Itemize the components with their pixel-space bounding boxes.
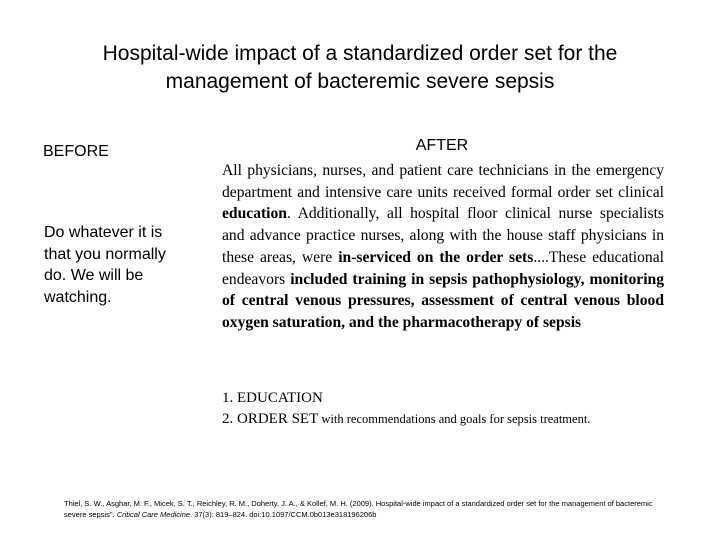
list-item-order-set-label: 2. ORDER SET xyxy=(222,411,319,427)
after-heading: AFTER xyxy=(415,137,469,154)
before-heading: BEFORE xyxy=(43,143,109,160)
after-bold-training: included training in sepsis pathophysiology, monitoring of central venous pressures, assessment of central venous blood oxygen saturation, and the pharmacotherapy of sepsis xyxy=(222,270,664,331)
citation xyxy=(64,498,664,520)
after-bold-inserviced: in-serviced on the order sets xyxy=(338,248,534,266)
after-text-part-3: ....These educational endeavors xyxy=(222,248,664,288)
list-item-order-set xyxy=(222,409,662,430)
after-text-part-1: All physicians, nurses, and patient care technicians in the emergency department and intensive care units received formal order set clinical xyxy=(222,162,664,201)
after-text-part-2: . Additionally, all hospital floor clinical nurse specialists and advance practice nurses, along with the house staff physicians in these areas, were xyxy=(222,205,664,266)
citation-details: . 37(3): 819–824. doi:10.1097/CCM.0b013e318196206b xyxy=(190,510,377,519)
citation-authors-title: Thiel, S. W., Asghar, M. F., Micek, S. T., Reichley, R. M., Doherty, J. A., & Kollef, M. H. (2009). Hospital-wide impact of a standardized order set for the management of bacteremic severe sepsis". xyxy=(64,499,653,519)
list-item-education: 1. EDUCATION xyxy=(222,390,323,406)
after-bold-education: education xyxy=(222,205,287,223)
citation-journal: Critical Care Medicine xyxy=(116,510,191,519)
list-item-order-set-note: with recommendations and goals for sepsis treatment. xyxy=(318,412,591,426)
page-title: Hospital-wide impact of a standardized order set for the management of bacteremic severe sepsis xyxy=(102,42,618,93)
summary-list xyxy=(222,388,662,430)
before-body-text: Do whatever it is that you normally do. We will be watching. xyxy=(44,224,166,306)
after-body-text xyxy=(222,160,664,334)
